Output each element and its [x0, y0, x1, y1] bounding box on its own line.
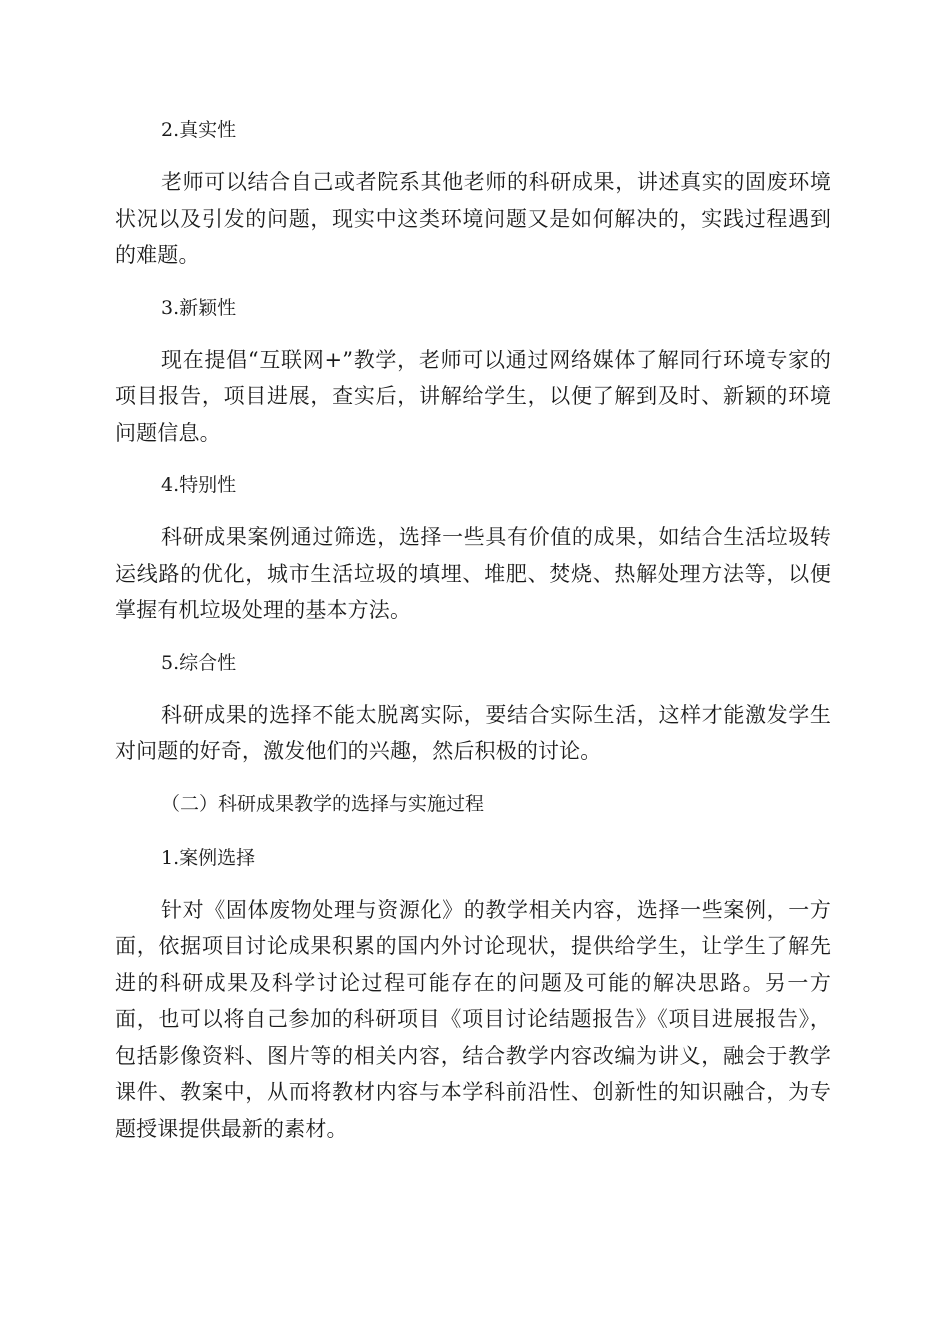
section-body-authenticity: 老师可以结合自己或者院系其他老师的科研成果，讲述真实的固废环境状况以及引发的问题，现实中这类环境问题又是如何解决的，实践过程遇到的难题。 [115, 170, 831, 267]
section-heading-authenticity: 2.真实性 [161, 119, 237, 141]
section-heading-case-selection: 1.案例选择 [161, 846, 256, 869]
section-body-comprehensiveness: 科研成果的选择不能太脱离实际，要结合实际生活，这样才能激发学生对问题的好奇，激发他们的兴趣，然后积极的讨论。 [115, 702, 831, 763]
section-body-specialty: 科研成果案例通过筛选，选择一些具有价值的成果，如结合生活垃圾转运线路的优化，城市生活垃圾的填埋、堆肥、焚烧、热解处理方法等，以便掌握有机垃圾处理的基本方法。 [115, 525, 831, 622]
section-heading-specialty: 4.特别性 [161, 474, 237, 496]
section-body-novelty: 现在提倡“互联网+”教学，老师可以通过网络媒体了解同行环境专家的项目报告，项目进展，查实后，讲解给学生，以便了解到及时、新颖的环境问题信息。 [115, 347, 831, 445]
section-body-case-selection: 针对《固体废物处理与资源化》的教学相关内容，选择一些案例，一方面，依据项目讨论成果积累的国内外讨论现状，提供给学生，让学生了解先进的科研成果及科学讨论过程可能存在的问题及可能的解决思路。另一方面，也可以将自己参加的科研项目《项目讨论结题报告》《项目进展报告》，包括影像资料、图片等的相关内容，结合教学内容改编为讲义，融会于教学课件、教案中，从而将教材内容与本学科前沿性、创新性的知识融合，为专题授课提供最新的素材。 [115, 897, 831, 1141]
document-page [115, 110, 831, 1161]
subsection-title: （二）科研成果教学的选择与实施过程 [161, 792, 485, 815]
section-heading-comprehensiveness: 5.综合性 [161, 651, 237, 674]
section-heading-novelty: 3.新颖性 [161, 296, 237, 319]
